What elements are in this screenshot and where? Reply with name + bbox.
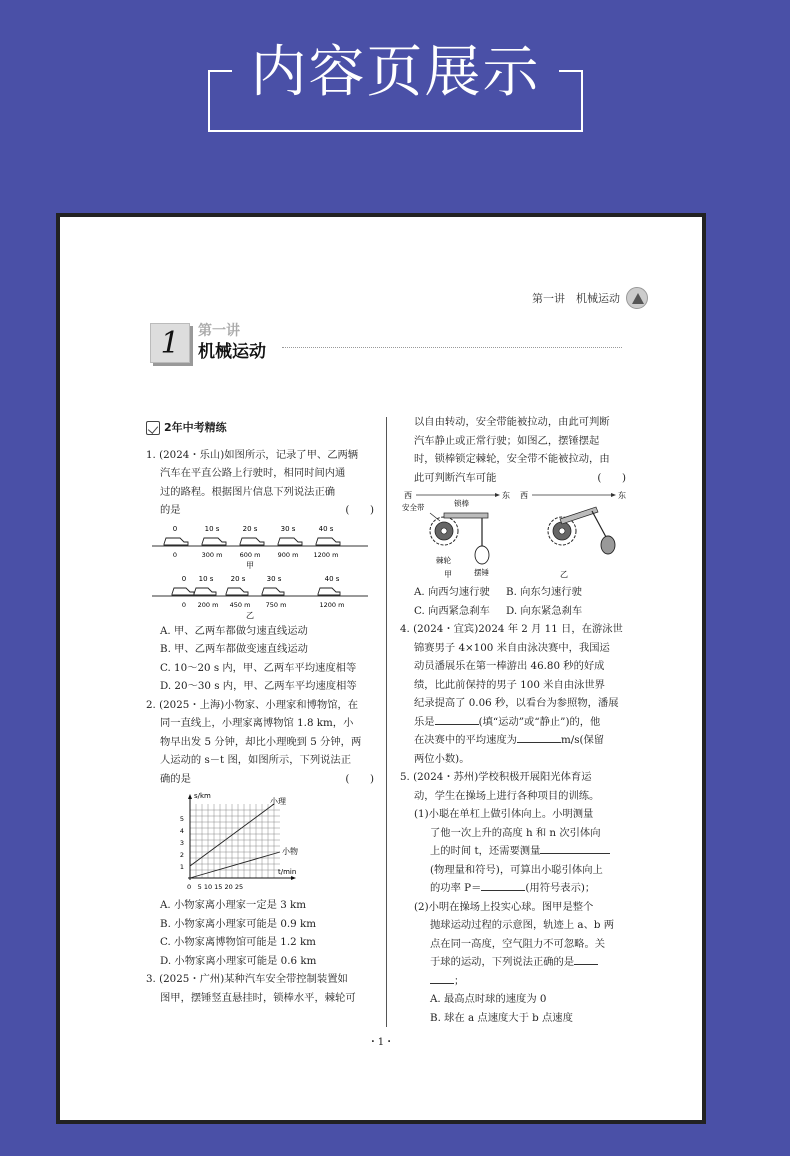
- fig-time-label: 10 s: [204, 524, 220, 533]
- q5-part-line: ；: [454, 974, 465, 987]
- q3-line: 此可判断汽车可能: [414, 471, 497, 484]
- q3-option: A. 向西匀速行驶: [414, 586, 490, 598]
- q4-line: 4. (2024・宜宾)2024 年 2 月 11 日，在游泳世: [400, 623, 623, 635]
- fig-dist-label: 900 m: [277, 550, 299, 559]
- q3-line: 图甲，摆锤竖直悬挂时，锁棒水平，棘轮可: [160, 991, 356, 1004]
- running-head: [532, 287, 648, 309]
- q4-line: 乐是: [414, 715, 435, 728]
- y-tick: 2: [179, 851, 184, 859]
- checklist-icon: [146, 421, 160, 435]
- q4-line: 绩，比此前保持的男子 100 米自由泳世界: [414, 678, 605, 691]
- fig-time-label: 20 s: [242, 524, 258, 533]
- q4-line: m/s(保留: [560, 734, 605, 746]
- q2-option: D. 小物家离小理家可能是 0.6 km: [160, 954, 317, 967]
- banner-frame-top-left: [208, 70, 232, 72]
- label-lock: 锁棒: [454, 499, 469, 508]
- q5-part-line: 点在同一高度，空气阻力不可忽略。关: [430, 937, 606, 950]
- q5-part-line: 上的时间 t，还需要测量: [430, 845, 541, 857]
- chapter-title: 机械运动: [198, 342, 266, 362]
- question-3-start: [146, 970, 374, 1007]
- line-label-xiaoli: 小理: [270, 797, 286, 806]
- answer-blank[interactable]: [435, 713, 479, 725]
- x-ticks: 0 5 10 15 20 25: [187, 883, 244, 891]
- q5-part-line: (物理量和符号)，可算出小聪引体向上: [430, 863, 603, 876]
- direction-west: 西: [520, 491, 528, 500]
- q2-line: 确的是: [160, 772, 191, 785]
- q5-option: B. 球在 a 点速度大于 b 点速度: [430, 1011, 573, 1024]
- y-tick: 1: [179, 863, 184, 871]
- fig-time-label: 30 s: [266, 574, 282, 583]
- q2-line: 人运动的 s－t 图，如图所示，下列说法正: [160, 754, 352, 766]
- q4-line: 在决赛中的平均速度为: [414, 734, 517, 746]
- st-graph: [146, 790, 374, 894]
- fig-caption: 甲: [246, 560, 254, 570]
- q5-part-line: (用符号表示)；: [525, 882, 596, 894]
- car-figure-jia: [146, 522, 374, 570]
- running-head-label: 第一讲 机械运动: [532, 292, 620, 305]
- column-divider: [386, 417, 387, 1027]
- label-pendulum: 摆锤: [474, 568, 489, 577]
- q3-option: C. 向西紧急刹车: [414, 604, 490, 617]
- q2-option: C. 小物家离博物馆可能是 1.2 km: [160, 936, 316, 948]
- chapter-number: 1: [150, 323, 190, 363]
- fig-caption-yi: 乙: [560, 570, 568, 579]
- pendulum-icon: [601, 536, 615, 554]
- fig-dist-label: 450 m: [229, 600, 251, 609]
- q5-part-line: 的功率 P＝: [430, 882, 482, 894]
- fig-dist-label: 0: [181, 600, 187, 609]
- y-tick: 5: [179, 815, 184, 823]
- answer-paren: ( ): [345, 504, 374, 516]
- q1-option: C. 10～20 s 内，甲、乙两车平均速度相等: [160, 661, 357, 674]
- fig-dist-label: 300 m: [201, 550, 223, 559]
- direction-east: 东: [502, 491, 510, 500]
- q5-option: A. 最高点时球的速度为 0: [430, 993, 547, 1005]
- answer-paren: ( ): [345, 772, 374, 785]
- fig-time-label: 0: [172, 524, 178, 533]
- line-label-xiaowu: 小物: [282, 847, 298, 856]
- banner-title: 内容页展示: [250, 40, 541, 105]
- fig-dist-label: 1200 m: [313, 550, 339, 559]
- fig-dist-label: 1200 m: [319, 600, 345, 609]
- chapter-rule: [282, 347, 622, 348]
- fig-time-label: 0: [181, 574, 187, 583]
- q1-line: 1. (2024・乐山)如图所示，记录了甲、乙两辆: [146, 448, 359, 461]
- answer-paren: ( ): [597, 471, 626, 484]
- lock-bar: [444, 513, 488, 518]
- fig-time-label: 20 s: [230, 574, 246, 583]
- document-page: [56, 213, 706, 1124]
- q2-line: 同一直线上，小理家离博物馆 1.8 km，小: [160, 717, 354, 729]
- question-3-cont: [400, 413, 626, 620]
- direction-east: 东: [618, 491, 626, 500]
- answer-blank[interactable]: [481, 879, 525, 891]
- q1-option: D. 20～30 s 内，甲、乙两车平均速度相等: [160, 680, 357, 692]
- fig-dist-label: 200 m: [197, 600, 219, 609]
- pendulum-icon: [475, 546, 489, 564]
- graph-grid: [190, 804, 280, 878]
- q4-line: 纪录提高了 0.06 秒，以看台为参照物，潘展: [414, 697, 619, 709]
- fig-dist-label: 600 m: [239, 550, 261, 559]
- q4-line: (填“运动”或“静止”)的，他: [478, 715, 601, 728]
- lock-bar: [560, 507, 598, 524]
- page-number: ・1・: [367, 1037, 395, 1048]
- q1-line: 过的路程。根据图片信息下列说法正确: [160, 485, 336, 498]
- q3-line: 以自由转动，安全带能被拉动，由此可判断: [414, 416, 610, 428]
- seatbelt-figure: [400, 489, 626, 581]
- fig-time-label: 40 s: [318, 524, 334, 533]
- q2-line: 物早出发 5 分钟，却比小理晚到 5 分钟，两: [160, 735, 362, 748]
- fig-dist-label: 750 m: [265, 600, 287, 609]
- q4-line: 两位小数)。: [414, 752, 470, 765]
- car-icon: [164, 538, 340, 545]
- q5-part-line: 抛球运动过程的示意图，轨迹上 a、b 两: [430, 919, 615, 931]
- answer-blank[interactable]: [540, 842, 610, 854]
- fig-dist-label: 0: [172, 550, 178, 559]
- banner-frame-top-right: [559, 70, 583, 72]
- q2-option: A. 小物家离小理家一定是 3 km: [160, 899, 307, 911]
- y-axis-label: s/km: [194, 792, 211, 800]
- q3-options-row: [400, 602, 626, 621]
- q3-option: B. 向东匀速行驶: [506, 586, 582, 598]
- answer-blank[interactable]: [430, 972, 454, 984]
- q5-line: 动，学生在操场上进行各种项目的训练。: [414, 789, 600, 802]
- q5-line: 5. (2024・苏州)学校积极开展阳光体育运: [400, 771, 592, 783]
- right-column: [400, 413, 626, 1027]
- q4-line: 锦赛男子 4×100 米自由泳决赛中，我国运: [414, 641, 610, 654]
- q3-line: 汽车静止或正常行驶；如图乙，摆锤摆起: [414, 434, 600, 447]
- label-ratchet: 棘轮: [436, 556, 451, 565]
- question-2: [146, 696, 374, 971]
- chapter-sub: 第一讲: [198, 323, 240, 339]
- fig-time-label: 30 s: [280, 524, 296, 533]
- q4-line: 动员潘展乐在第一棒游出 46.80 秒的好成: [414, 660, 605, 672]
- ruler-triangle-icon: [626, 287, 648, 309]
- x-axis-label: t/min: [278, 868, 297, 876]
- left-column: [146, 419, 374, 1007]
- q3-line: 3. (2025・广州)某种汽车安全带控制装置如: [146, 973, 348, 985]
- fig-caption: 乙: [246, 610, 254, 620]
- q5-part-line: 了他一次上升的高度 h 和 n 次引体向: [430, 826, 601, 839]
- label-belt: 安全带: [402, 503, 425, 512]
- q1-line: 汽车在平直公路上行驶时，相同时间内通: [160, 467, 346, 479]
- question-1: [146, 446, 374, 696]
- answer-blank[interactable]: [574, 953, 598, 965]
- q5-part-line: (2)小明在操场上投实心球。图甲是整个: [414, 900, 594, 913]
- answer-blank[interactable]: [517, 731, 561, 743]
- fig-time-label: 40 s: [324, 574, 340, 583]
- q2-line: 2. (2025・上海)小物家、小理家和博物馆，在: [146, 698, 359, 711]
- section-heading: [146, 419, 374, 438]
- q5-part-line: 于球的运动，下列说法正确的是: [430, 956, 575, 968]
- q3-line: 时，锁棒锁定棘轮，安全带不能被拉动，由: [414, 453, 610, 465]
- q1-line: 的是: [160, 504, 181, 516]
- section-title: 2年中考精练: [164, 421, 227, 434]
- y-tick: 4: [179, 827, 184, 835]
- car-icon: [172, 588, 340, 595]
- question-5: [400, 768, 626, 1027]
- q3-option: D. 向东紧急刹车: [506, 604, 583, 617]
- car-figure-yi: [146, 572, 374, 620]
- q3-options-row: [400, 583, 626, 602]
- q1-option: B. 甲、乙两车都做变速直线运动: [160, 643, 308, 655]
- chapter-heading: [150, 323, 266, 363]
- y-tick: 3: [179, 839, 184, 847]
- fig-caption-jia: 甲: [444, 570, 452, 579]
- fig-time-label: 10 s: [198, 574, 214, 583]
- q2-option: B. 小物家离小理家可能是 0.9 km: [160, 917, 317, 930]
- question-4: [400, 620, 626, 768]
- direction-west: 西: [404, 491, 412, 500]
- q1-option: A. 甲、乙两车都做匀速直线运动: [160, 624, 308, 637]
- q5-part-line: (1)小聪在单杠上做引体向上。小明测量: [414, 808, 594, 820]
